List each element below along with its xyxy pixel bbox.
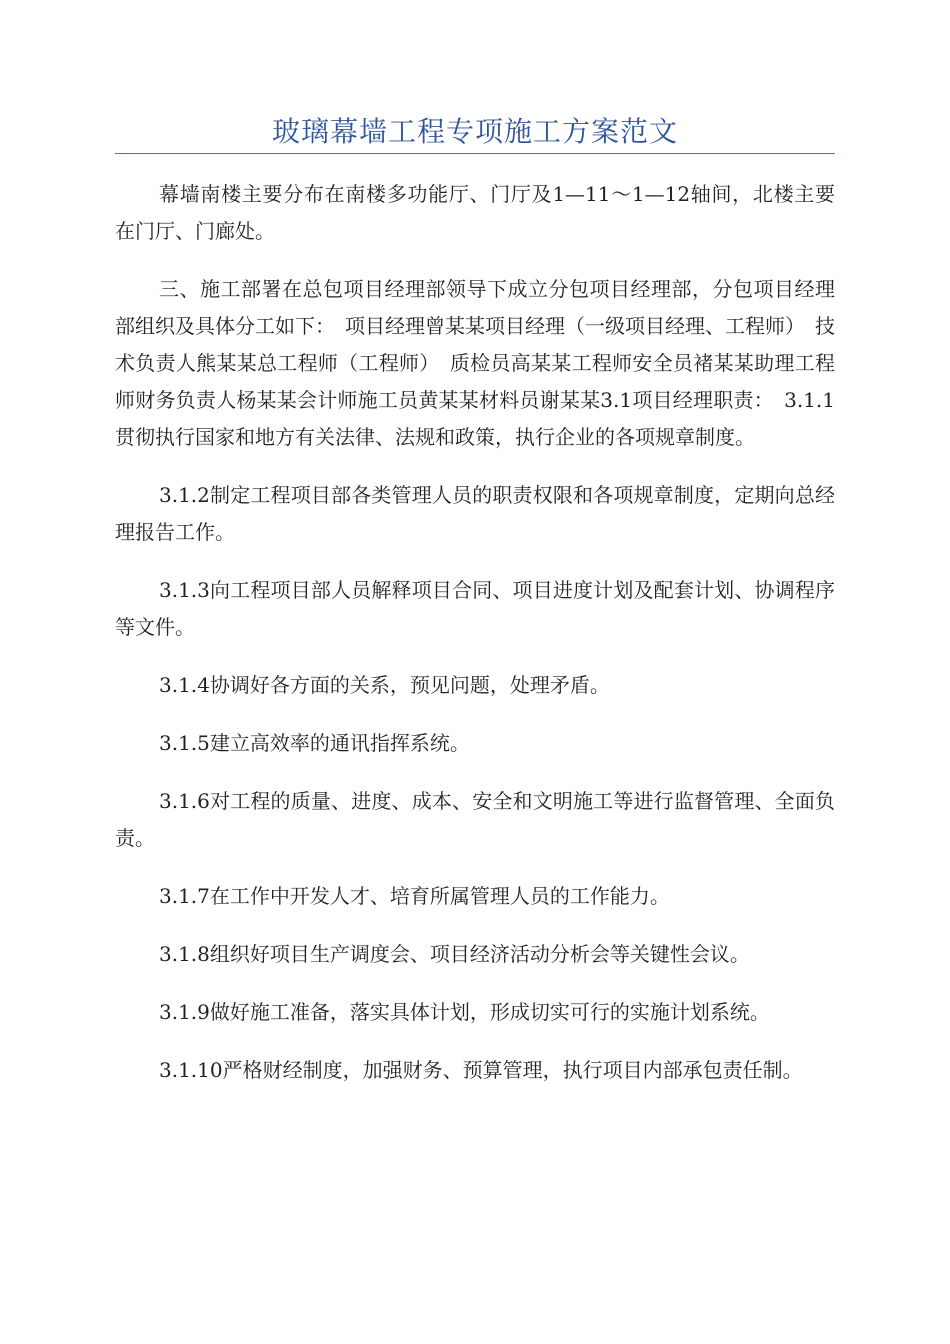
paragraph-8: 3.1.7在工作中开发人才、培育所属管理人员的工作能力。 (159, 884, 670, 908)
paragraph-4: 3.1.3向工程项目部人员解释项目合同、项目进度计划及配套计划、协调程序等文件。 (115, 578, 835, 639)
paragraph-7: 3.1.6对工程的质量、进度、成本、安全和文明施工等进行监督管理、全面负责。 (115, 789, 835, 850)
paragraph-6: 3.1.5建立高效率的通讯指挥系统。 (159, 731, 470, 755)
paragraph-11: 3.1.10严格财经制度，加强财务、预算管理，执行项目内部承包责任制。 (159, 1058, 803, 1082)
document-title: 玻璃幕墙工程专项施工方案范文 (271, 115, 678, 148)
paragraph-2: 三、施工部署在总包项目经理部领导下成立分包项目经理部，分包项目经理部组织及具体分工如下： 项目经理曾某某项目经理（一级项目经理、工程师） 技术负责人熊某某总工程师（工程师） 质检员高某某工程师安全员褚某某助理工程师财务负责人杨某某会计师施工员黄某某材料员谢某某3.1项目经理职责： 3.1.1贯彻执行国家和地方有关法律、法规和政策，执行企业的各项规章制度。 (115, 277, 835, 449)
paragraph-5: 3.1.4协调好各方面的关系，预见问题，处理矛盾。 (159, 673, 610, 697)
paragraph-3: 3.1.2制定工程项目部各类管理人员的职责权限和各项规章制度，定期向总经理报告工作。 (115, 483, 835, 544)
paragraph-1: 幕墙南楼主要分布在南楼多功能厅、门厅及1—11～1—12轴间，北楼主要在门厅、门廊处。 (115, 182, 835, 243)
paragraph-10: 3.1.9做好施工准备，落实具体计划，形成切实可行的实施计划系统。 (159, 1000, 770, 1024)
title-underline (115, 153, 835, 154)
paragraph-9: 3.1.8组织好项目生产调度会、项目经济活动分析会等关键性会议。 (159, 942, 750, 966)
document-body (115, 176, 835, 1110)
